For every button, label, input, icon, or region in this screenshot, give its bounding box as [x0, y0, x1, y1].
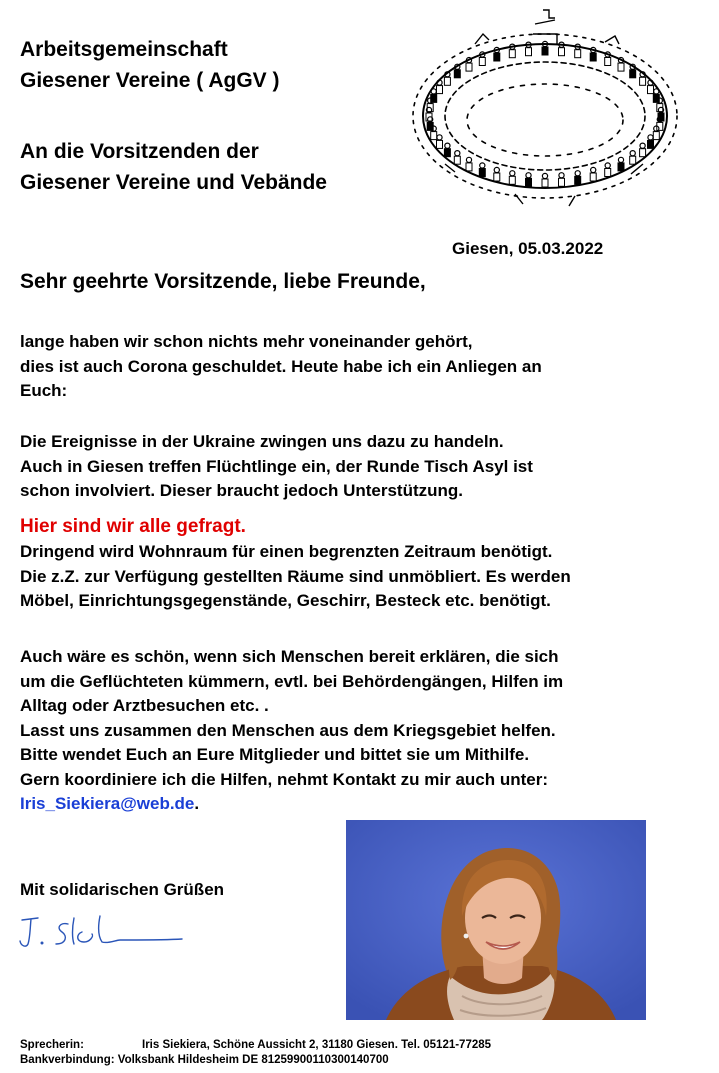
email-link[interactable]: Iris_Siekiera@web.de: [20, 794, 195, 813]
addressee-line-1: An die Vorsitzenden der: [20, 140, 259, 163]
handwritten-signature: [16, 906, 186, 956]
text-line: lange haben wir schon nichts mehr voneinander gehört,: [20, 332, 473, 351]
text-line: Möbel, Einrichtungsgegenstände, Geschirr, Besteck etc. benötigt.: [20, 591, 551, 610]
speaker-label: Sprecherin:: [20, 1039, 84, 1051]
text-line: Alltag oder Arztbesuchen etc. .: [20, 696, 269, 715]
paragraph-intro: [20, 330, 542, 404]
text-line: Auch wäre es schön, wenn sich Menschen bereit erklären, die sich: [20, 647, 559, 666]
organization-name: [20, 34, 280, 96]
portrait-photo: [346, 820, 646, 1020]
paragraph-ukraine: [20, 430, 533, 504]
addressee-line-2: Giesener Vereine und Vebände: [20, 171, 327, 194]
letter-date: Giesen, 05.03.2022: [452, 239, 604, 258]
email-suffix: .: [194, 794, 200, 813]
footer: [20, 1038, 491, 1068]
org-line-1: Arbeitsgemeinschaft: [20, 38, 228, 61]
paragraph-help: [20, 645, 563, 817]
paragraph-housing: [20, 540, 571, 614]
text-line: Lasst uns zusammen den Menschen aus dem Kriegsgebiet helfen.: [20, 720, 556, 740]
email-line: [20, 792, 563, 817]
text-line: Auch in Giesen treffen Flüchtlinge ein, der Runde Tisch Asyl ist: [20, 456, 533, 476]
text-line: Die z.Z. zur Verfügung gestellten Räume sind unmöbliert. Es werden: [20, 566, 571, 586]
salutation: Sehr geehrte Vorsitzende, liebe Freunde,: [20, 270, 426, 293]
text-line: Die Ereignisse in der Ukraine zwingen uns dazu zu handeln.: [20, 432, 504, 451]
text-line: schon involviert. Dieser braucht jedoch Unterstützung.: [20, 481, 464, 500]
speaker-value: Iris Siekiera, Schöne Aussicht 2, 31180 Giesen. Tel. 05121-77285: [142, 1039, 492, 1051]
text-line: Dringend wird Wohnraum für einen begrenzten Zeitraum benötigt.: [20, 542, 553, 561]
text-line: Bitte wendet Euch an Eure Mitglieder und bittet sie um Mithilfe.: [20, 745, 530, 764]
footer-bank: [20, 1053, 491, 1068]
org-line-2: Giesener Vereine ( AgGV ): [20, 69, 280, 92]
addressee: [20, 136, 327, 198]
bank-label: Bankverbindung:: [20, 1054, 115, 1066]
text-line: Gern koordiniere ich die Hilfen, nehmt Kontakt zu mir auch unter:: [20, 769, 549, 789]
crowd-circle-illustration: [405, 4, 685, 222]
closing: Mit solidarischen Grüßen: [20, 880, 225, 899]
bank-value: Volksbank Hildesheim DE 81259900110300140700: [117, 1054, 389, 1066]
text-line: Euch:: [20, 381, 68, 400]
highlight-text: Hier sind wir alle gefragt.: [20, 516, 246, 537]
footer-speaker: [20, 1038, 491, 1053]
text-line: dies ist auch Corona geschuldet. Heute habe ich ein Anliegen an: [20, 356, 542, 376]
text-line: um die Geflüchteten kümmern, evtl. bei Behördengängen, Hilfen im: [20, 671, 564, 691]
